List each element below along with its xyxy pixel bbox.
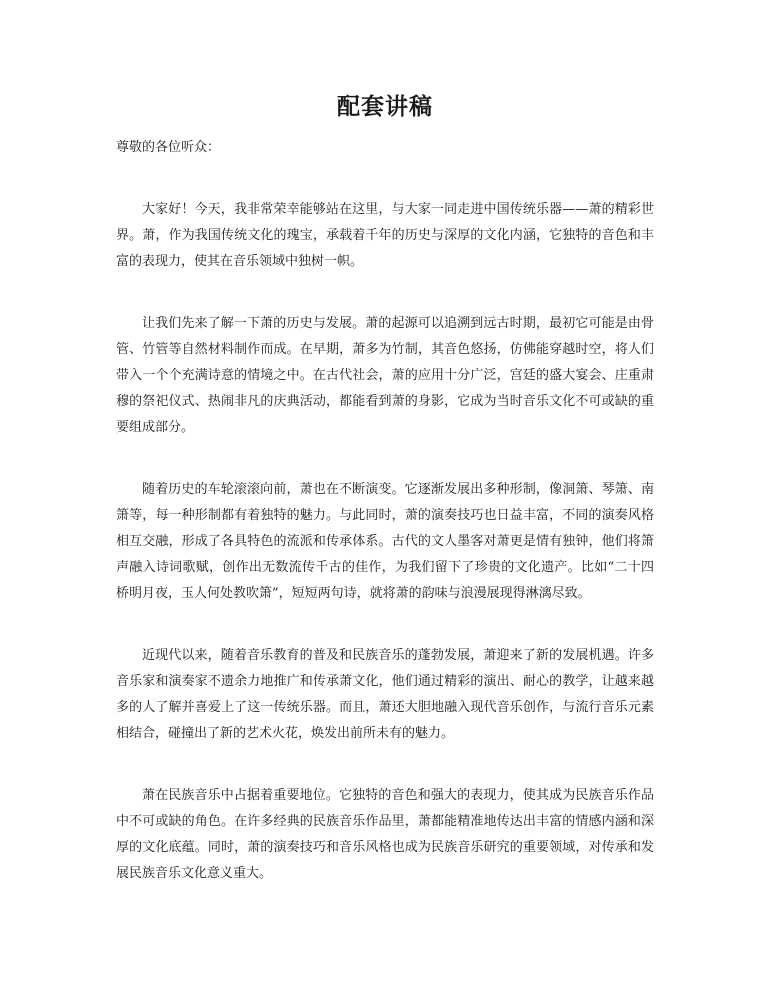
paragraph-evolution: 随着历史的车轮滚滚向前，萧也在不断演变。它逐渐发展出多种形制，像洞箫、琴箫、南箫等，每一种形制都有着独特的魅力。与此同时，萧的演奏技巧也日益丰富，不同的演奏风格相互交融，形成了各具特色的流派和传承体系。古代的文人墨客对萧更是情有独钟，他们将箫声融入诗词歌赋，创作出无数流传千古的佳作，为我们留下了珍贵的文化遗产。比如“二十四桥明月夜，玉人何处教吹箫”，短短两句诗，就将萧的韵味与浪漫展现得淋漓尽致。 <box>116 482 654 601</box>
paragraph-status: 萧在民族音乐中占据着重要地位。它独特的音色和强大的表现力，使其成为民族音乐作品中不可或缺的角色。在许多经典的民族音乐作品里，萧都能精准地传达出丰富的情感内涵和深厚的文化底蕴。同时，萧的演奏技巧和音乐风格也成为民族音乐研究的重要领域，对传承和发展民族音乐文化意义重大。 <box>116 788 654 881</box>
salutation: 尊敬的各位听众： <box>116 140 221 155</box>
paragraph-modern: 近现代以来，随着音乐教育的普及和民族音乐的蓬勃发展，萧迎来了新的发展机遇。许多音乐家和演奏家不遗余力地推广和传承萧文化，他们通过精彩的演出、耐心的教学，让越来越多的人了解并喜爱上了这一传统乐器。而且，萧还大胆地融入现代音乐创作，与流行音乐元素相结合，碰撞出了新的艺术火花，焕发出前所未有的魅力。 <box>116 648 654 741</box>
paragraph-history: 让我们先来了解一下萧的历史与发展。萧的起源可以追溯到远古时期，最初它可能是由骨管、竹管等自然材料制作而成。在早期，萧多为竹制，其音色悠扬，仿佛能穿越时空，将人们带入一个个充满诗意的情境之中。在古代社会，萧的应用十分广泛，宫廷的盛大宴会、庄重肃穆的祭祀仪式、热闹非凡的庆典活动，都能看到萧的身影，它成为当时音乐文化不可或缺的重要组成部分。 <box>116 316 654 435</box>
document-title: 配套讲稿 <box>337 93 433 120</box>
paragraph-intro: 大家好！今天，我非常荣幸能够站在这里，与大家一同走进中国传统乐器——萧的精彩世界。萧，作为我国传统文化的瑰宝，承载着千年的历史与深厚的文化内涵，它独特的音色和丰富的表现力，使其在音乐领域中独树一帜。 <box>116 202 654 269</box>
